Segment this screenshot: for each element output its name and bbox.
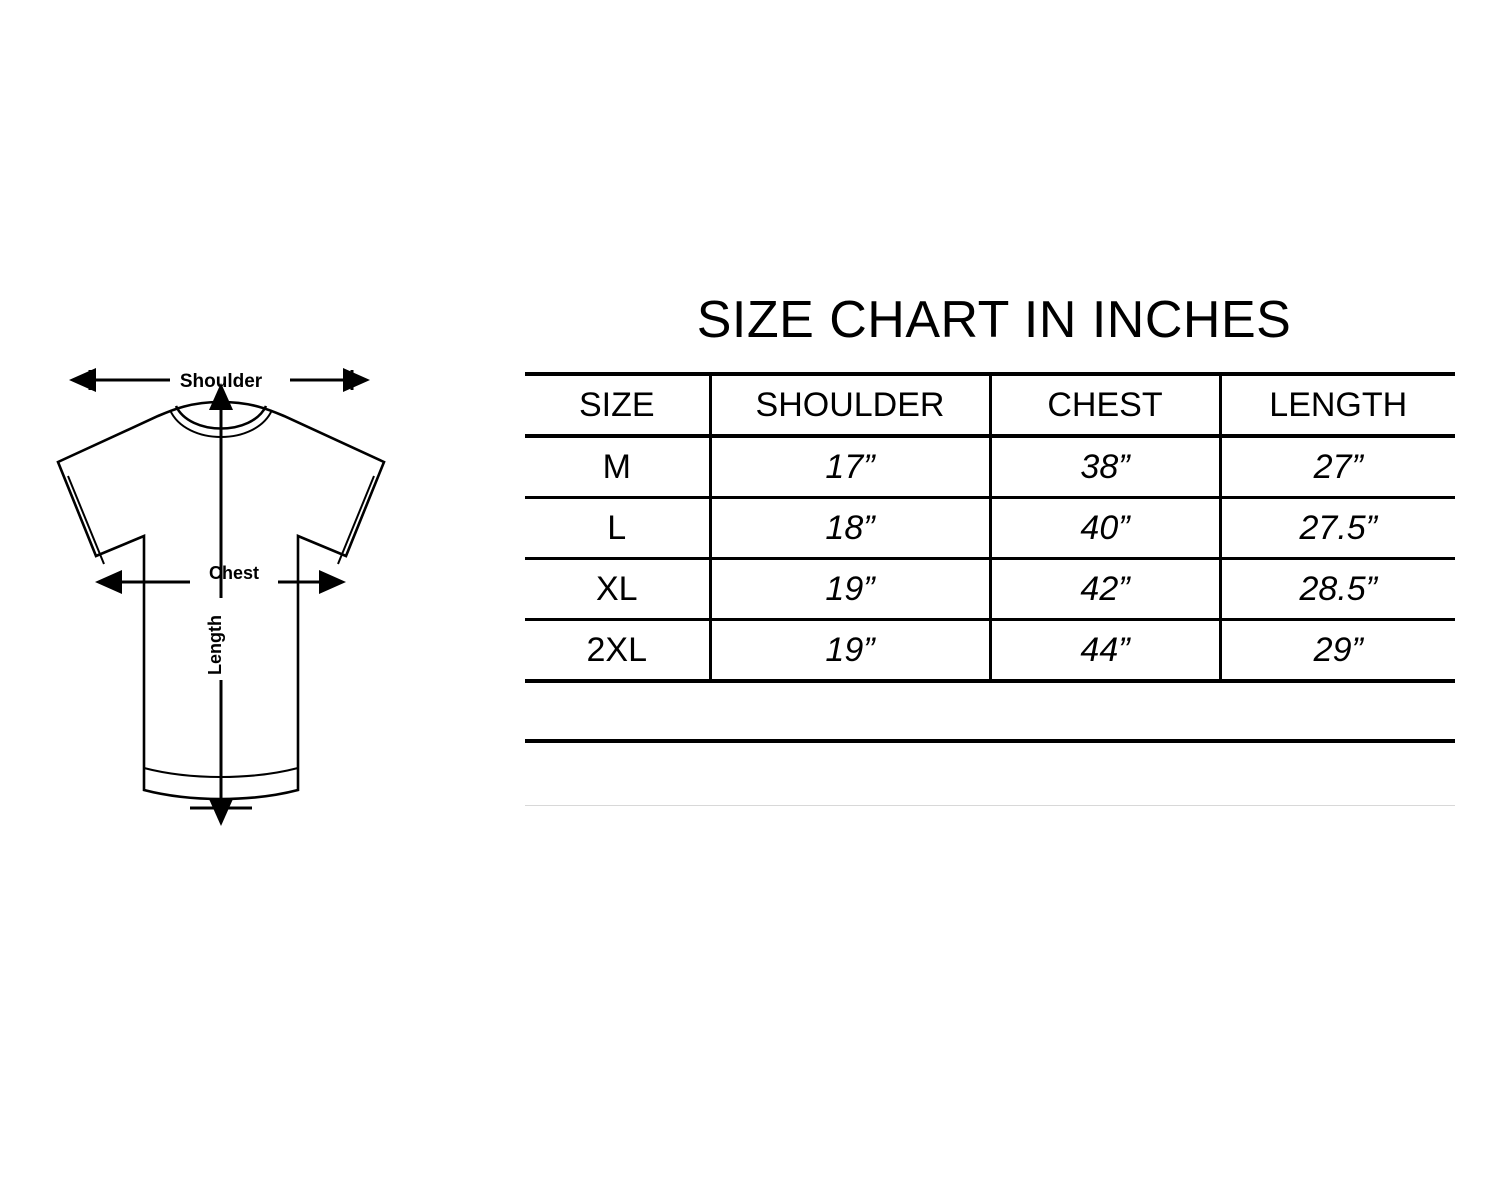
- shoulder-label: Shoulder: [179, 371, 263, 392]
- cell-chest: 38”: [990, 436, 1220, 498]
- table-bottom-rule: [525, 739, 1455, 743]
- table-row: [525, 559, 1455, 620]
- cell-size: 2XL: [525, 620, 710, 682]
- length-label: Length: [205, 615, 225, 675]
- size-chart: [525, 290, 1455, 743]
- column-header-size: SIZE: [525, 374, 710, 436]
- t-shirt-measurement-diagram: [40, 350, 510, 850]
- column-header-chest: CHEST: [990, 374, 1220, 436]
- cell-shoulder: 17”: [710, 436, 990, 498]
- table-row: [525, 436, 1455, 498]
- cell-size: M: [525, 436, 710, 498]
- cell-length: 27”: [1220, 436, 1455, 498]
- chart-title: SIZE CHART IN INCHES: [696, 291, 1292, 349]
- table-row: [525, 620, 1455, 682]
- cell-chest: 42”: [990, 559, 1220, 620]
- table-header-row: [525, 374, 1455, 436]
- size-chart-table: [525, 372, 1455, 683]
- cell-shoulder: 18”: [710, 498, 990, 559]
- faint-rule: [525, 805, 1455, 806]
- shoulder-dimension: [90, 370, 352, 392]
- chest-label: Chest: [208, 563, 260, 583]
- cell-chest: 40”: [990, 498, 1220, 559]
- cell-length: 29”: [1220, 620, 1455, 682]
- cell-chest: 44”: [990, 620, 1220, 682]
- cell-size: L: [525, 498, 710, 559]
- cell-shoulder: 19”: [710, 559, 990, 620]
- cell-length: 28.5”: [1220, 559, 1455, 620]
- cell-size: XL: [525, 559, 710, 620]
- column-header-shoulder: SHOULDER: [710, 374, 990, 436]
- cell-length: 27.5”: [1220, 498, 1455, 559]
- column-header-length: LENGTH: [1220, 374, 1455, 436]
- table-row: [525, 498, 1455, 559]
- cell-shoulder: 19”: [710, 620, 990, 682]
